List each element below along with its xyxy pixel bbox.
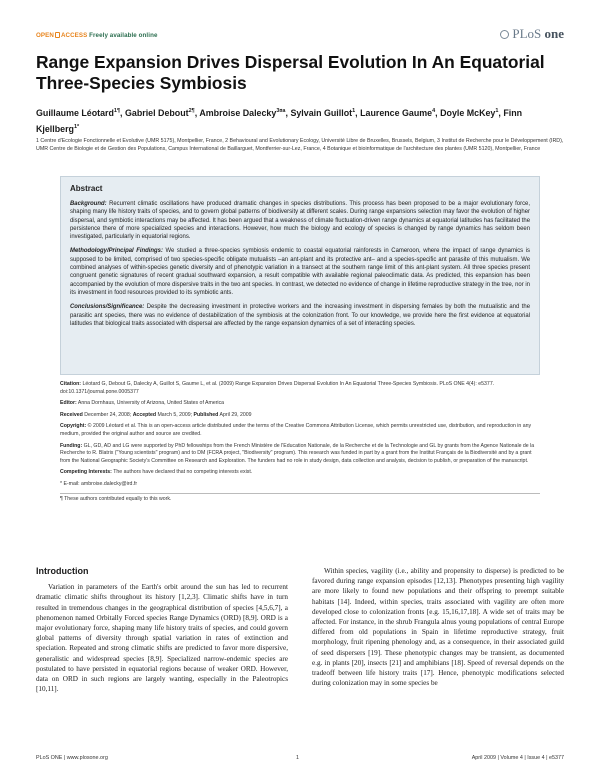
equal-contribution-note: ¶ These authors contributed equally to this work. xyxy=(60,496,172,503)
abstract-box xyxy=(60,176,540,375)
page-number: 1 xyxy=(296,755,299,761)
footer-issue: April 2009 | Volume 4 | Issue 4 | e5377 xyxy=(471,755,564,761)
author-affiliation-mark: 2¶ xyxy=(188,108,195,114)
article-metadata xyxy=(60,381,540,508)
author-affiliation-mark: 1* xyxy=(73,123,80,130)
open-access-badge xyxy=(36,32,158,39)
author-name: Sylvain Guillot xyxy=(290,107,353,118)
intro-paragraph-1: Variation in parameters of the Earth's orbit around the sun has led to recurrent dramatic climatic shifts throughout its history [1,2,3]. Climatic shifts have in turn resulted in tremendous changes in the geographical distribution of species [4,5,6,7], a phenomenon named Orbitally Forced species Range Dynamics (ORD) [8,9]. ORD is a major evolutionary force, shaping many life history traits of species, and could govern global patterns of diversity through spatial variation in rates of extinction and speciation. Repeated and strong climatic shifts are predicted to favor more dispersive, generalistic and widespread species [8,9]. Specialized narrow-endemic species are postulated to have persisted in equatorial regions because of weaker ORD. However, data on ORD in such regions are largely wanting, especially in the Paleotropics [10,11]. xyxy=(36,583,288,694)
affiliations: 1 Centre d'Ecologie Fonctionnelle et Evolutive (UMR 5175), Montpellier, France, 2 Behavioural and Evolutionary Ecology, Université Libre de Bruxelles, Brussels, Belgium, 3 Institut de Recherche pour le Développement (IRD), UMR Centre de Biologie et de Gestion des Populations, Campus International de Baillarguet, Montferrier-sur-Lez, France, 4 Botanique et bioinformatique de l'architecture des plantes (UMR 5120), Montpellier, France xyxy=(36,138,564,153)
abstract-methods: Methodology/Principal Findings: We studied a three-species symbiosis endemic to coastal equatorial rainforests in Cameroon, where the impact of range dynamics is supposed to be limited, comprised of two species-specific obligate mutualists –an ant-plant and its protective ant– and a species-specific ant parasite of this mutualism. We combined analyses of within-species genetic diversity and of phenotypic variation in a transect at the southern range limit of this ant-plant system. All three species present congruent genetic signatures of recent gradual southward expansion, a result compatible with available regional paleoclimatic data. As predicted, this expansion has been accompanied by the evolution of more dispersive traits in the two ant species. In contrast, we detected no evidence of change in lifetime reproductive strategy in the tree, nor in its investment in food resources provided to its symbiotic ants. xyxy=(70,248,530,296)
logo-one: one xyxy=(544,26,564,41)
page-footer xyxy=(36,755,564,765)
copyright: Copyright: © 2009 Léotard et al. This is an open-access article distributed under the terms of the Creative Commons Attribution License, which permits unrestricted use, distribution, and reproduction in any medium, provided the original author and source are credited. xyxy=(60,423,532,437)
abstract-background: Background: Recurrent climatic oscillations have produced dramatic changes in species distributions. This process has been proposed to be a major evolutionary force, shaping many life history traits of species, and to govern global patterns of biodiversity at different scales. During range expansions selection may favor the evolution of higher dispersal, and symbiotic interactions may be affected. It has been argued that a weakness of climate fluctuation-driven range dynamics at equatorial latitudes has facilitated the persistence there of more specialized species and interactions. However, how much the biology and ecology of species is changed by range dynamics has seldom been investigated, particularly in equatorial regions. xyxy=(70,201,530,241)
author-name: Ambroise Dalecky xyxy=(199,107,277,118)
author-affiliation-mark: 4 xyxy=(432,108,436,114)
intro-right-column xyxy=(312,566,564,688)
editor: Editor: Anna Dornhaus, University of Arizona, United States of America xyxy=(60,400,225,407)
competing-interests: Competing Interests: The authors have declared that no competing interests exist. xyxy=(60,469,253,476)
author-list: Guillaume Léotard$^{1\P}$, Gabriel Debout$^{2\P}$, Ambroise Dalecky$^{3¤a}$, Sylvain Guillot$^1$, Laurence Gaume$^4$, Doyle McKey$^1$, Finn Kjellberg$^{1*}$ xyxy=(36,107,523,134)
freely-available-label: Freely available online xyxy=(89,32,158,39)
intro-heading: Introduction xyxy=(36,566,89,576)
author-affiliation-mark: 1¶ xyxy=(113,108,121,114)
access-label: ACCESS xyxy=(60,32,88,39)
intro-paragraph-2: Within species, vagility (i.e., ability and propensity to disperse) is predicted to be favored during range expansion episodes [12,13]. Phenotypes presenting high vagility are more likely to found new populations and their offspring to preempt suitable habitats [14]. Indeed, within species, traits associated with vagility are often more developed close to colonization fronts [e.g. 15,16,17,18]. A wide set of traits may be affected. For instance, in the shrub Frangula alnus young populations of central Europe differed from old populations in Spain in lifetime reproductive strategy, fruit morphology, fruit ripening phenology and, as a consequence, in their associated guild of seed dispersers [19]. These phenotypic changes may be transient, as documented e.g. in plants [20], insects [21] and amphibians [18]. Speed of reversal depends on the tradeoff between life history traits [17]. Hence, phenotypic modifications selected during colonization may in some species be xyxy=(312,567,564,688)
author-name: Gabriel Debout xyxy=(124,107,189,118)
author-affiliation-mark: 1 xyxy=(495,108,499,114)
author-name: Guillaume Léotard xyxy=(36,107,114,118)
article-title: Range Expansion Drives Dispersal Evolution In An Equatorial Three-Species Symbiosis xyxy=(36,52,545,93)
author-name: Doyle McKey xyxy=(440,107,496,118)
funding: Funding: GL, GD, AD and LG were supported by PhD fellowships from the French Ministère de l'Education Nationale, de la Recherche et de la Technologie and GL by grants from the Agence Nationale de la Recherche to R. Blatrix ("Young scientists" program) and to DM (FCRA project, "Biodiversity" program). This research was funded in part by a grant from the Institut Français de la Biodiversité and by a grant from the National Geographic Society's Committee on Research and Exploration. The funders had no role in study design, data collection and analysis, decision to publish, or preparation of the manuscript. xyxy=(60,442,535,464)
author-affiliation-mark: 1 xyxy=(352,108,356,114)
logo-plos: PLoS xyxy=(512,26,542,41)
author-name: Laurence Gaume xyxy=(360,107,433,118)
divider xyxy=(60,493,540,494)
author-name: Finn Kjellberg xyxy=(36,107,523,134)
intro-left-column xyxy=(36,566,288,694)
open-lock-icon xyxy=(55,32,60,38)
journal-header xyxy=(36,26,564,46)
open-access-label: OPEN xyxy=(36,32,54,39)
abstract-conclusions: Conclusions/Significance: Despite the decreasing investment in protective workers and the increasing investment in dispersing females by both the mutualistic and the parasitic ant species, there was no evidence of destabilization of the symbiosis at the colonization front. To our knowledge, we provide here the first evidence at equatorial latitudes that biological traits associated with dispersal are affected by the range expansion dynamics of a set of interacting species. xyxy=(70,304,530,327)
footer-journal: PLoS ONE | www.plosone.org xyxy=(36,755,108,761)
dates: Received December 24, 2008; Accepted March 5, 2009; Published April 29, 2009 xyxy=(60,411,252,418)
journal-logo xyxy=(500,26,564,42)
plos-logo-icon xyxy=(500,30,509,39)
email[interactable]: * E-mail: ambroise.dalecky@ird.fr xyxy=(60,480,138,487)
citation: Citation: Léotard G, Debout G, Dalecky A, Guillot S, Gaume L, et al. (2009) Range Expansion Drives Dispersal Evolution In An Equatorial Three-Species Symbiosis. PLoS ONE 4(4): e5377. doi:10.1371/journal.pone.0005377 xyxy=(60,381,495,395)
author-affiliation-mark: 3¤a xyxy=(276,108,286,114)
abstract-heading: Abstract xyxy=(70,184,103,193)
